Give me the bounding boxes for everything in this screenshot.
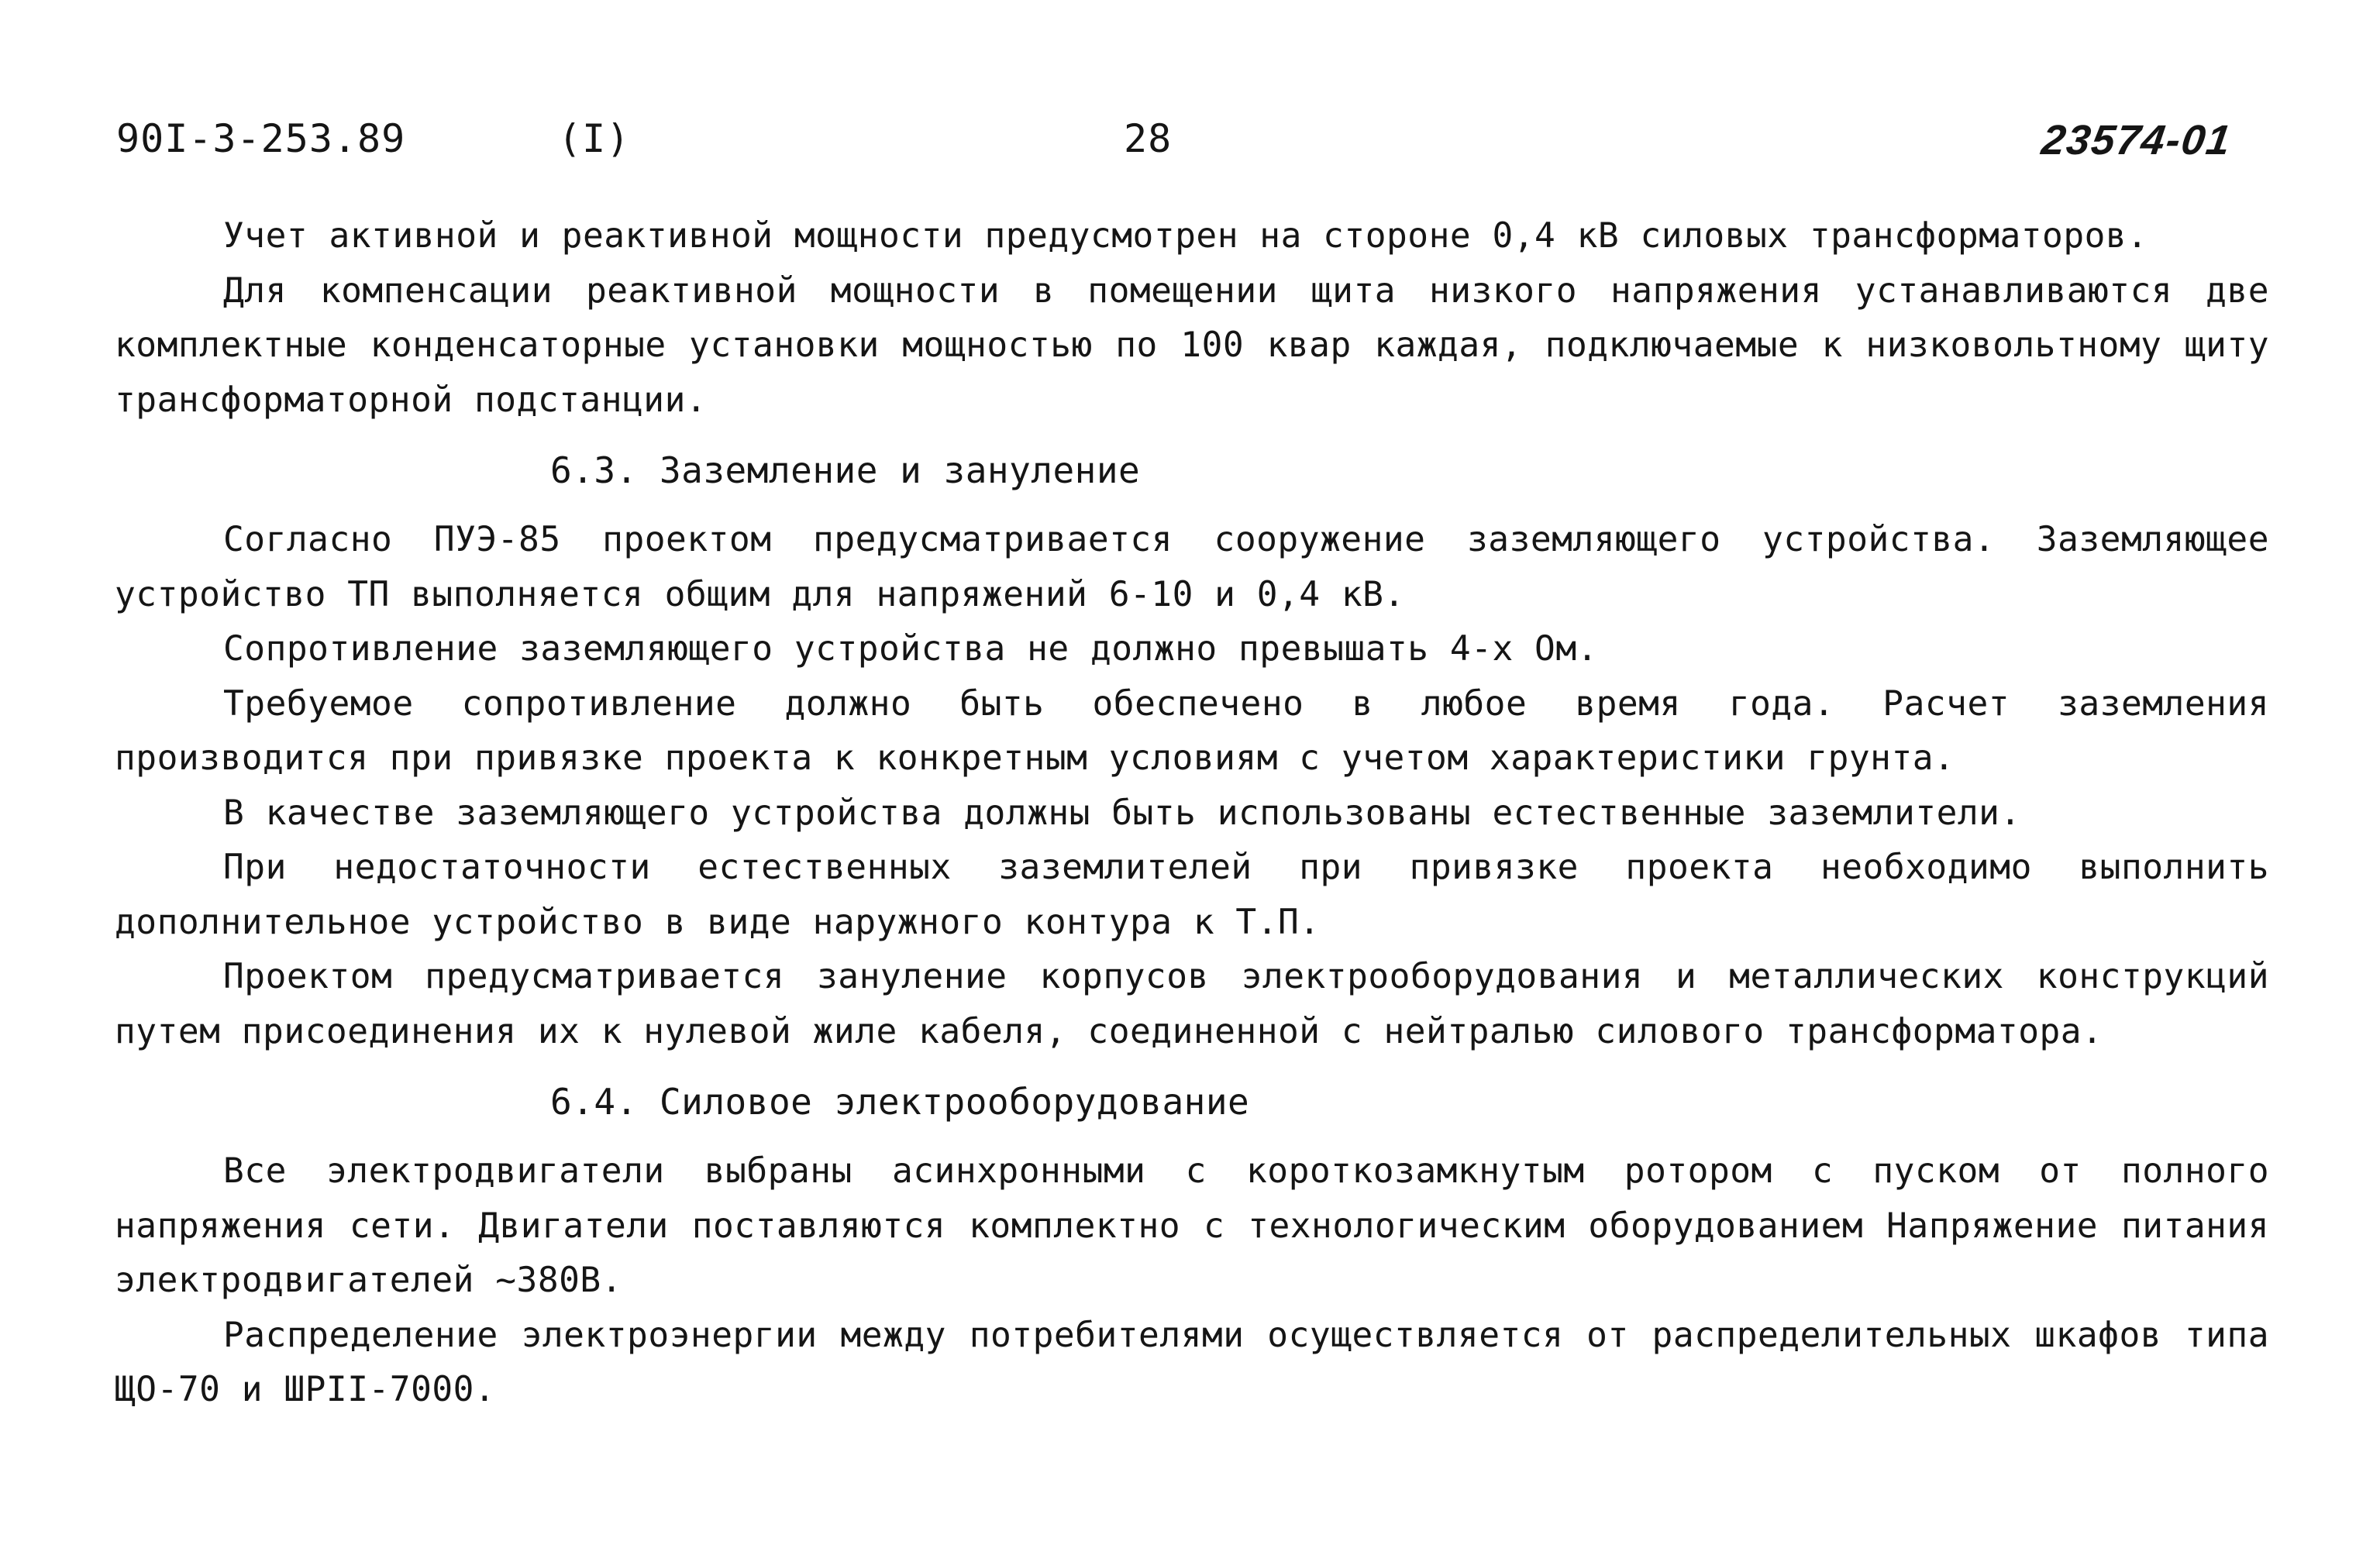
- paragraph-grounding-calculation: Требуемое сопротивление должно быть обеспечено в любое время года. Расчет заземления производится при привязке проекта к конкретным условиям с учетом характеристики грунта.: [115, 683, 2269, 778]
- paragraph-grounding-device: Согласно ПУЭ-85 проектом предусматривается сооружение заземляющего устройства. Заземляющее устройство ТП выполняется общим для напряжений 6-10 и 0,4 кВ.: [115, 520, 2269, 614]
- page-header: [0, 116, 2380, 178]
- paragraph-motors: Все электродвигатели выбраны асинхронными с короткозамкнутым ротором с пуском от полного напряжения сети. Двигатели поставляются комплектно с технологическим оборудованием Напряжение питания электродвигателей ~380В.: [115, 1151, 2269, 1300]
- section-title-power-equipment: 6.4. Силовое электрооборудование: [550, 1081, 1250, 1123]
- section-title-grounding: 6.3. Заземление и зануление: [550, 449, 1141, 491]
- handwritten-document-number: 23574-01: [2038, 117, 2235, 163]
- paragraph-natural-grounding: В качестве заземляющего устройства должны быть использованы естественные заземлители.: [223, 793, 2021, 833]
- document-part: (I): [558, 116, 631, 161]
- paragraph-additional-contour: При недостаточности естественных заземлителей при привязке проекта необходимо выполнить дополнительное устройство в виде наружного контура к Т.П.: [115, 848, 2269, 942]
- page-number: 28: [1124, 116, 1173, 161]
- paragraph-distribution: Распределение электроэнергии между потребителями осуществляется от распределительных шкафов типа ЩО-70 и ШРII-7000.: [115, 1315, 2269, 1409]
- paragraph-grounding-resistance: Сопротивление заземляющего устройства не должно превышать 4-х Ом.: [223, 629, 1598, 669]
- document-body: [115, 209, 2269, 1418]
- paragraph-compensation: Для компенсации реактивной мощности в помещении щита низкого напряжения устанавливаются две комплектные конденсаторные установки мощностью по 100 квар каждая, подключаемые к низковольтному щиту трансформаторной подстанции.: [115, 270, 2269, 420]
- paragraph-neutral-grounding: Проектом предусматривается зануление корпусов электрооборудования и металлических конструкций путем присоединения их к нулевой жиле кабеля, соединенной с нейтралью силового трансформатора.: [115, 957, 2269, 1051]
- document-code: 90I-3-253.89: [116, 116, 406, 161]
- paragraph-metering: Учет активной и реактивной мощности предусмотрен на стороне 0,4 кВ силовых трансформаторов.: [223, 216, 2148, 256]
